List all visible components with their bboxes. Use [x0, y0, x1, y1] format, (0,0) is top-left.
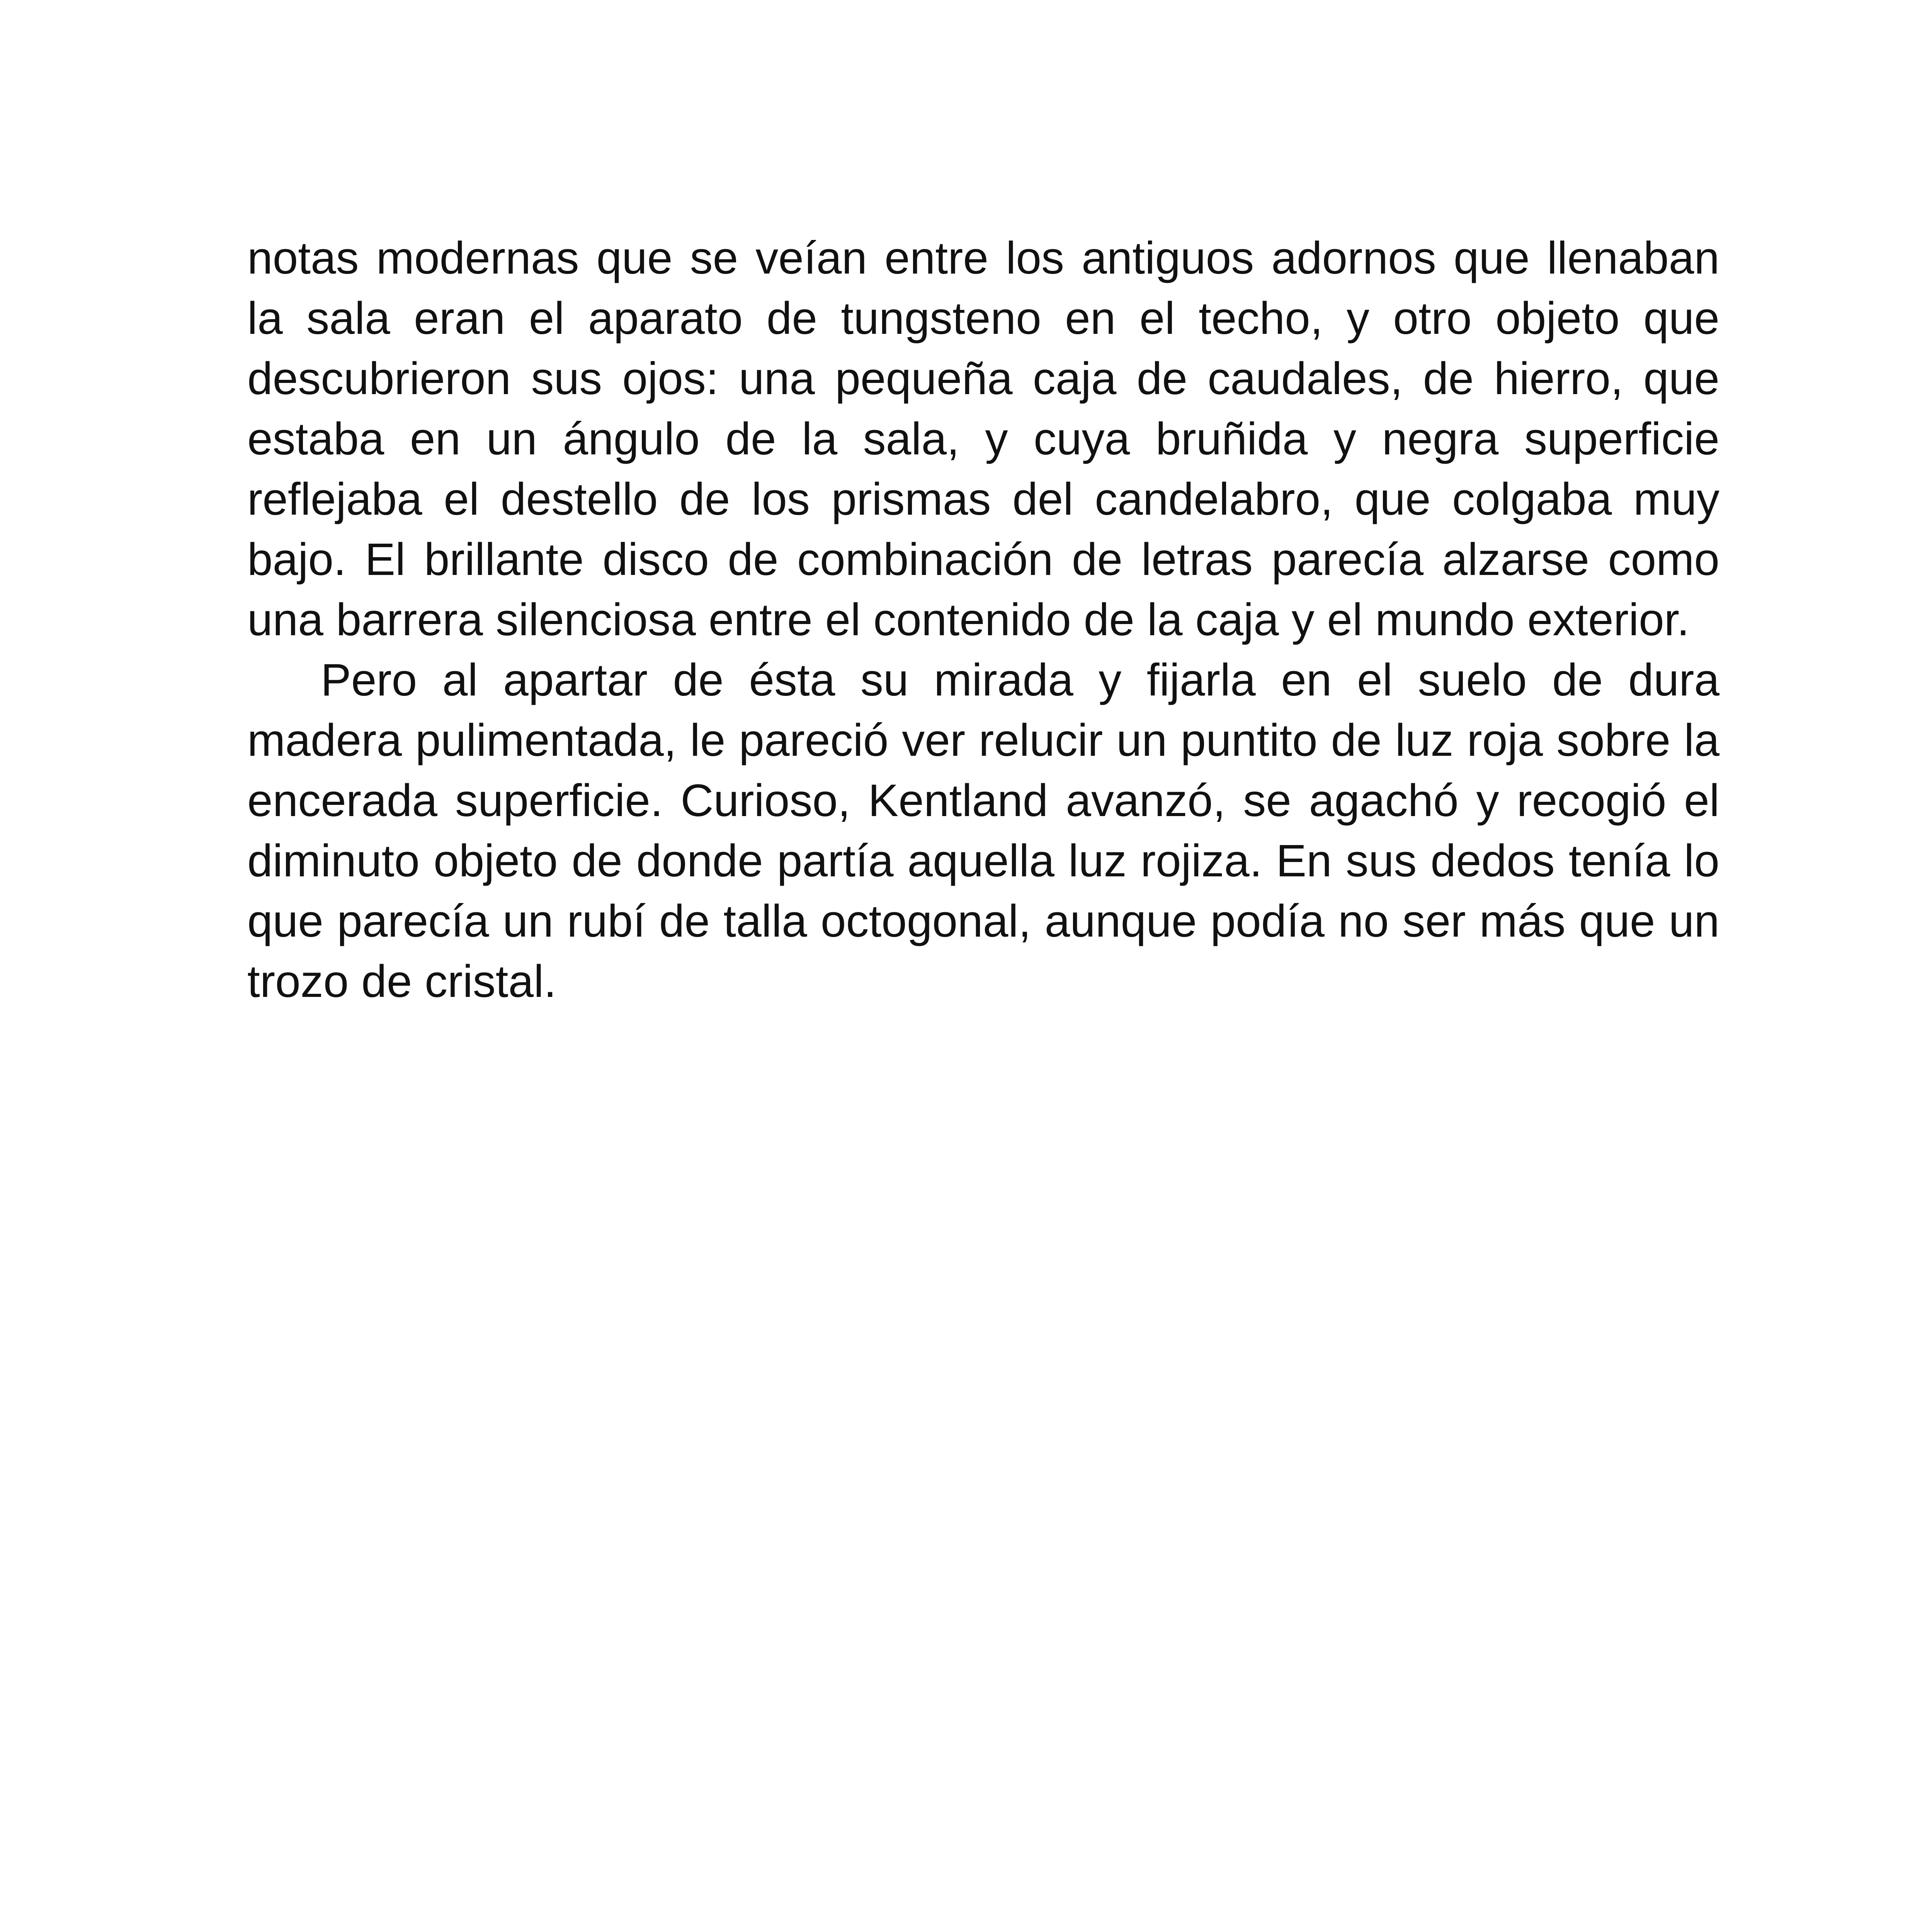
- body-text: [247, 228, 1719, 1012]
- paragraph-2: Pero al apartar de ésta su mirada y fijarla en el suelo de dura madera pulimentada, le pareció ver relucir un puntito de luz roja sobre la encerada superficie. Curioso, Kentland avanzó, se agachó y recogió el diminuto objeto de donde partía aquella luz rojiza. En sus dedos tenía lo que parecía un rubí de talla octogonal, aunque podía no ser más que un trozo de cristal.: [247, 655, 1719, 1007]
- paragraph-1: notas modernas que se veían entre los antiguos adornos que llenaban la sala eran el aparato de tungsteno en el techo, y otro objeto que descubrieron sus ojos: una pequeña caja de caudales, de hierro, que estaba en un ángulo de la sala, y cuya bruñida y negra superficie reflejaba el destello de los prismas del candelabro, que colgaba muy bajo. El brillante disco de combinación de letras parecía alzarse como una barrera silenciosa entre el contenido de la caja y el mundo exterior.: [247, 233, 1719, 645]
